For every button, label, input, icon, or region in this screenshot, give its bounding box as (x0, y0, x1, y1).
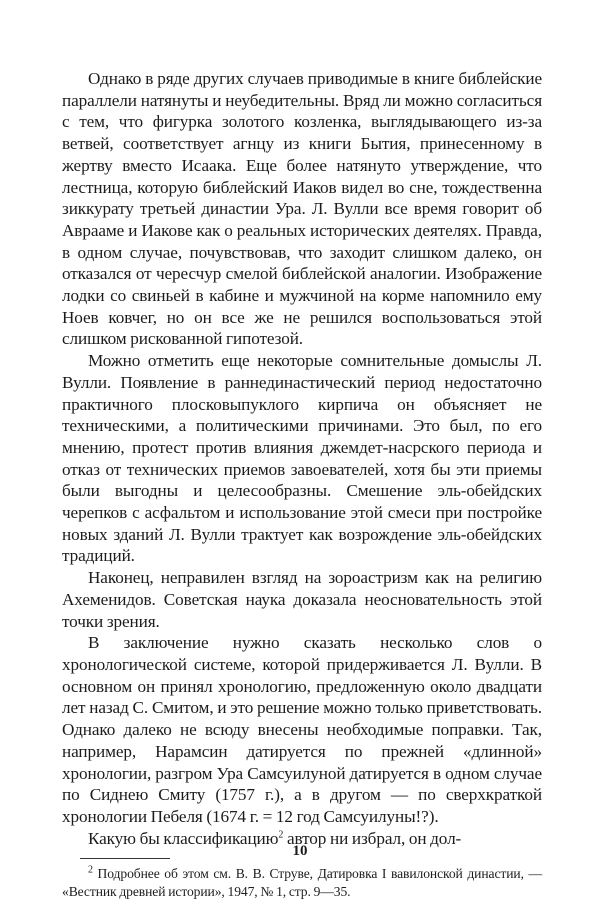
footnote-text: Подробнее об этом см. В. В. Струве, Датировка I вавилонской династии, — «Вестник древней истории», 1947, № 1, стр. 9—35. (62, 866, 542, 900)
paragraph-2: Можно отметить еще некоторые сомнительные домыслы Л. Вулли. Появление в раннединастический период недостаточно практичного плосковыпуклого кирпича он объясняет не техническими, а политическими причинами. Это был, по его мнению, протест против влияния джемдет-насрского периода и отказ от технических приемов завоевателей, хотя бы эти приемы были выгодны и целесообразны. Смешение эль-обейдских черепков с асфальтом и использование этой смеси при постройке новых зданий Л. Вулли трактует как возрождение эль-обейдских традиций. (62, 351, 542, 566)
footnote (62, 865, 542, 901)
book-page (62, 68, 542, 901)
footnote-marker: 2 (88, 864, 93, 876)
paragraph-1: Однако в ряде других случаев приводимые в книге библейские параллели натянуты и неубедительны. Вряд ли можно согласиться с тем, что фигурка золотого козленка, выглядывающего из-за ветвей, соответствует агнцу из книги Бытия, принесенному в жертву вместо Исаака. Еще более натянуто утверждение, что лестница, которую библейский Иаков видел во сне, тождественна зиккурату третьей династии Ура. Л. Вулли все время говорит об Аврааме и Иакове как о реальных исторических деятелях. Правда, в одном случае, почувствовав, что заходит слишком далеко, он отказался от чересчур смелой библейской аналогии. Изображение лодки со свиньей в кабине и мужчиной на корме напомнило ему Ноев ковчег, но он все же не решился воспользоваться этой слишком рискованной гипотезой. (62, 69, 542, 349)
paragraph-4: В заключение нужно сказать несколько слов о хронологической системе, которой придерживается Л. Вулли. В основном он принял хронологию, предложенную около двадцати лет назад С. Смитом, и это решение можно только приветствовать. Однако далеко не всюду внесены необходимые поправки. Так, например, Нарамсин датируется по прежней «длинной» хронологии, разгром Ура Самсуилуной датируется в одном случае по Сиднею Смиту (1757 г.), а в другом — по сверхкраткой хронологии Пебеля (1674 г. = 12 год Самсуилуны!?). (62, 633, 542, 826)
paragraph-5-text-start: Какую бы классификацию (88, 828, 279, 848)
page-number: 10 (292, 843, 308, 859)
paragraph-5-text-end: автор ни избрал, он дол- (283, 828, 462, 848)
paragraph-3: Наконец, неправилен взгляд на зороастризм как на религию Ахеменидов. Советская наука доказала неосновательность этой точки зрения. (62, 568, 542, 631)
footnote-reference: 2 (278, 828, 284, 840)
